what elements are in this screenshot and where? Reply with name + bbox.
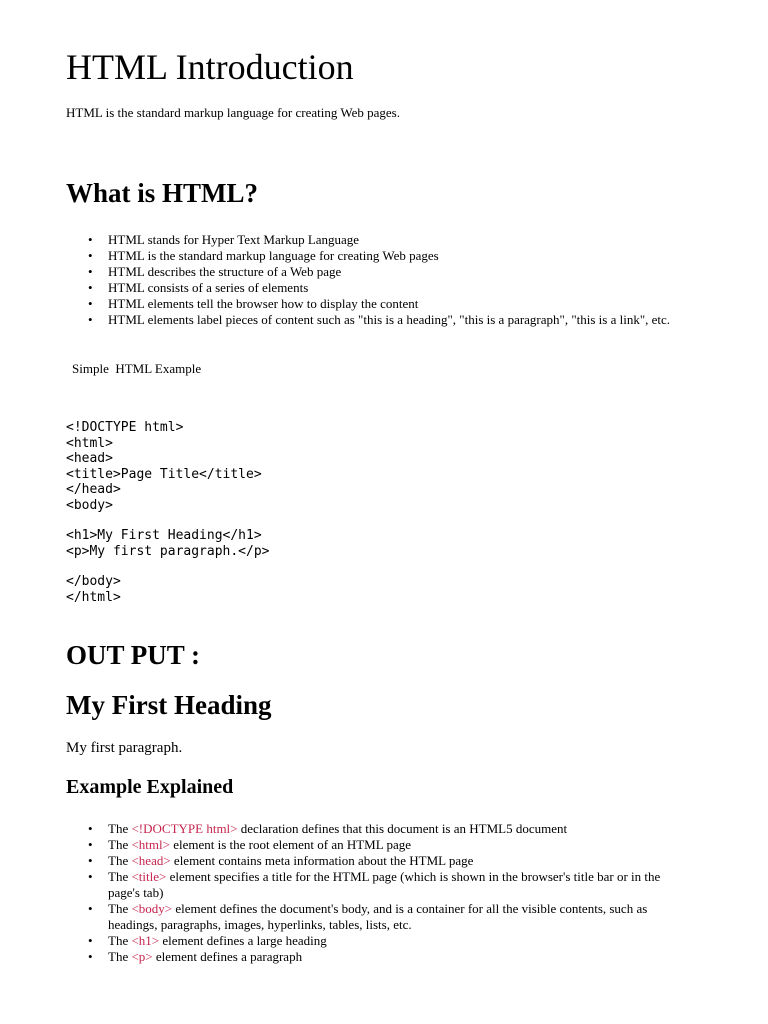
what-is-html-heading: What is HTML? [66,178,259,208]
item-text: element defines a paragraph [152,949,303,964]
item-prefix: The [108,837,132,852]
item-prefix: The [108,853,132,868]
what-is-html-list [66,232,678,328]
item-text: element defines the document's body, and is a container for all the visible contents, such as headings, paragraphs, images, hyperlinks, tables, lists, etc. [108,901,648,932]
h1-tag: <h1> [131,933,160,948]
list-item [108,933,678,949]
head-tag: <head> [131,853,171,868]
list-item [108,901,678,933]
item-prefix: The [108,901,132,916]
output-paragraph: My first paragraph. [66,740,183,756]
list-item: • HTML elements tell the browser how to display the content [108,296,678,312]
body-tag: <body> [131,901,173,916]
list-item [108,837,678,853]
item-text: declaration defines that this document is an HTML5 document [237,821,568,836]
title-tag: <title> [131,869,167,884]
list-item: • HTML describes the structure of a Web page [108,264,678,280]
example-label: Simple HTML Example [72,361,202,376]
output-heading: My First Heading [66,690,272,720]
item-text: element specifies a title for the HTML page (which is shown in the browser's title bar or in the page's tab) [108,869,661,900]
code-block-end: </body> </html> [66,574,121,605]
output-label: OUT PUT : [66,640,201,670]
item-prefix: The [108,949,132,964]
list-item [108,853,678,869]
item-prefix: The [108,821,132,836]
example-explained-heading: Example Explained [66,776,234,798]
example-explained-list [66,821,678,965]
item-prefix: The [108,869,132,884]
item-prefix: The [108,933,132,948]
item-text: element defines a large heading [159,933,327,948]
list-item: • HTML stands for Hyper Text Markup Language [108,232,678,248]
p-tag: <p> [131,949,153,964]
list-item: • HTML elements label pieces of content such as "this is a heading", "this is a paragraph", "this is a link", etc. [108,312,678,328]
item-text: element contains meta information about the HTML page [170,853,474,868]
list-item [108,949,678,965]
code-block-content: <h1>My First Heading</h1> <p>My first paragraph.</p> [66,528,270,559]
intro-paragraph: HTML is the standard markup language for creating Web pages. [66,105,400,120]
html-tag: <html> [131,837,170,852]
list-item [108,821,678,837]
list-item: • HTML consists of a series of elements [108,280,678,296]
list-item: • HTML is the standard markup language for creating Web pages [108,248,678,264]
item-text: element is the root element of an HTML page [169,837,411,852]
list-item [108,869,678,901]
page-title: HTML Introduction [66,47,354,87]
code-block-head: <!DOCTYPE html> <html> <head> <title>Page Title</title> </head> <body> [66,420,262,513]
doctype-tag: <!DOCTYPE html> [131,821,238,836]
